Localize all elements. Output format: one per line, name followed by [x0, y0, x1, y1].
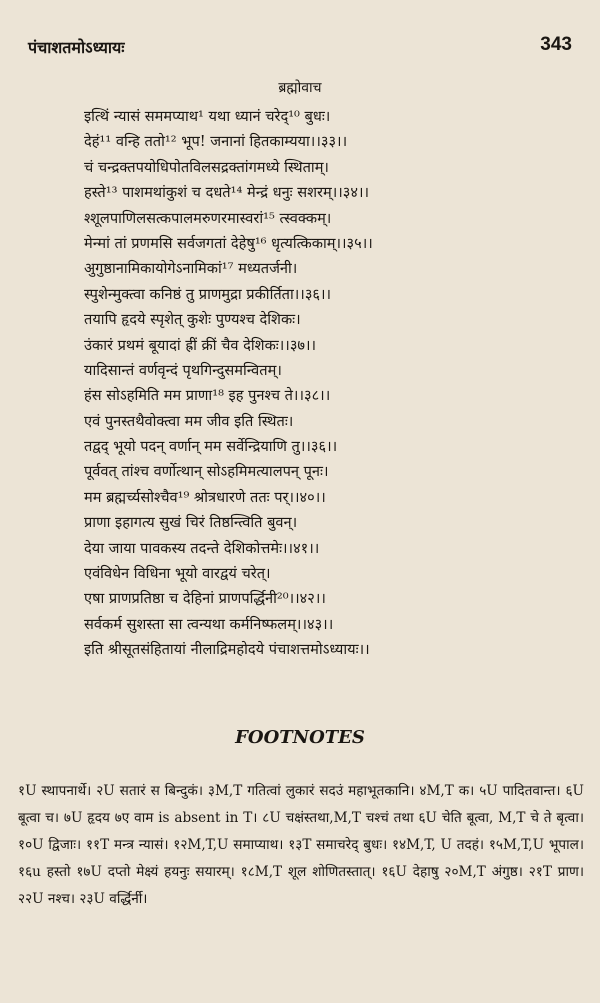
verse-line: एवं पुनस्तथैवोक्त्वा मम जीव इति स्थितः।	[84, 412, 294, 430]
footnotes-text: १U स्थापनार्थे। २U सतारं स बिन्दुकं। ३M,T गतित्वां लुकारं सदउं महाभूतकानि। ४M,T क। ५U पादितवान्त। ६U बूत्वा च। ७U हृदय ७ए वाम is absent in T। ८U चक्षंस्तथा,M,T चश्चं तथा ६U चेति बूत्वा, M,T चे ते बृत्वा। १०U द्विजाः। ११T मन्त्र न्यासं। १२M,T,U समाप्याथ। १३T समाचरेद् बुधः। १४M,T, U तदहं। १५M,T,U भूपाल। १६u हस्तो १७U दप्तो मेक्ष्यं हयनुः सयारम्। १८M,T शूल शोणितस्तात्। १६U देहाषु २०M,T अंगुष्ठ। २१T प्राण। २२U नश्च। २३U वर्द्धिर्नी।	[18, 783, 584, 907]
verse-line: इत्थिं न्यासं सममप्याथ¹ यथा ध्यानं चरेद्¹⁰ बुधः।	[84, 108, 331, 125]
verse-line: श्शूलपाणिलसत्कपालमरुणरमास्वरां¹⁵ त्स्वक्कम्।	[84, 209, 332, 227]
verse-line: सर्वकर्म सुशस्ता सा त्वन्यथा कर्मनिष्फलम्।।४३।।	[84, 615, 334, 633]
verse-line: मम ब्रह्मर्च्यसोश्चैव¹⁹ श्रोत्रधारणे ततः पर्।।४०।।	[84, 488, 326, 506]
verse-line: देया जाया पावकस्य तदन्ते देशिकोत्तमेः।।४१।।	[84, 539, 320, 557]
running-head	[28, 36, 572, 62]
verse-line: तद्वद् भूयो पदन् वर्णान् मम सर्वेन्द्रियाणि तु।।३६।।	[84, 438, 338, 456]
section-heading: ब्रह्मोवाच	[278, 80, 322, 96]
verse-line: पूर्ववत् तांश्च वर्णोत्थान् सोऽहमिमत्यालपन् पूनः।	[84, 463, 329, 481]
verse-line: इति श्रीसूतसंहितायां नीलाद्रिमहोदये पंचाशत्तमोऽध्यायः।।	[84, 641, 370, 659]
verse-line: हस्ते¹³ पाशमथांकुशं च दधते¹⁴ मेन्द्रं धनुः सशरम्।।३४।।	[84, 184, 370, 202]
verse-line: अुगुष्ठानामिकायोगेऽनामिकां¹⁷ मध्यतर्जनी।	[84, 260, 298, 278]
verse-line: तयापि हृदये स्पृशेत् कुशेः पुण्यश्च देशिकः।	[84, 311, 301, 329]
verse-line: एवंविधेन विधिना भूयो वारद्वयं चरेत्।	[84, 565, 271, 583]
verse-line: एषा प्राणप्रतिष्ठा च देहिनां प्राणपर्द्धिनी²⁰।।४२।।	[84, 590, 326, 608]
verse-line: देहं¹¹ वन्हि ततो¹² भूप! जनानां हितकाम्यया।।३३।।	[84, 133, 348, 151]
verse-line: यादिसान्तं वर्णवृन्दं पृथगिन्दुसमन्वितम्।	[84, 361, 282, 379]
verse-line: मेन्मां तां प्रणमसि सर्वजगतां देहेषु¹⁶ धृत्यत्किकाम्।।३५।।	[84, 234, 373, 252]
verse-line: हंस सोऽहमिति मम प्राणा¹⁸ इह पुनश्च ते।।३८।।	[84, 387, 331, 405]
verse-line: स्पुशेन्मुक्त्वा कनिष्ठं तु प्राणमुद्रा प्रकीर्तिता।।३६।।	[84, 285, 332, 303]
page-number: 343	[540, 34, 572, 55]
running-title: पंचाशतमोऽध्यायः	[28, 38, 125, 57]
verse-block	[84, 104, 584, 663]
footnotes-heading: FOOTNOTES	[235, 727, 365, 748]
verse-line: उंकारं प्रथमं बूयादां ह्रीं क्रीं चैव देशिकः।।३७।।	[84, 336, 317, 354]
verse-line: चं चन्द्रक्तपयोधिपोतविलसद्रक्तांगमध्ये स्थिताम्।	[84, 158, 329, 176]
verse-line: प्राणा इहागत्य सुखं चिरं तिष्ठन्त्विति बुवन्।	[84, 514, 298, 532]
